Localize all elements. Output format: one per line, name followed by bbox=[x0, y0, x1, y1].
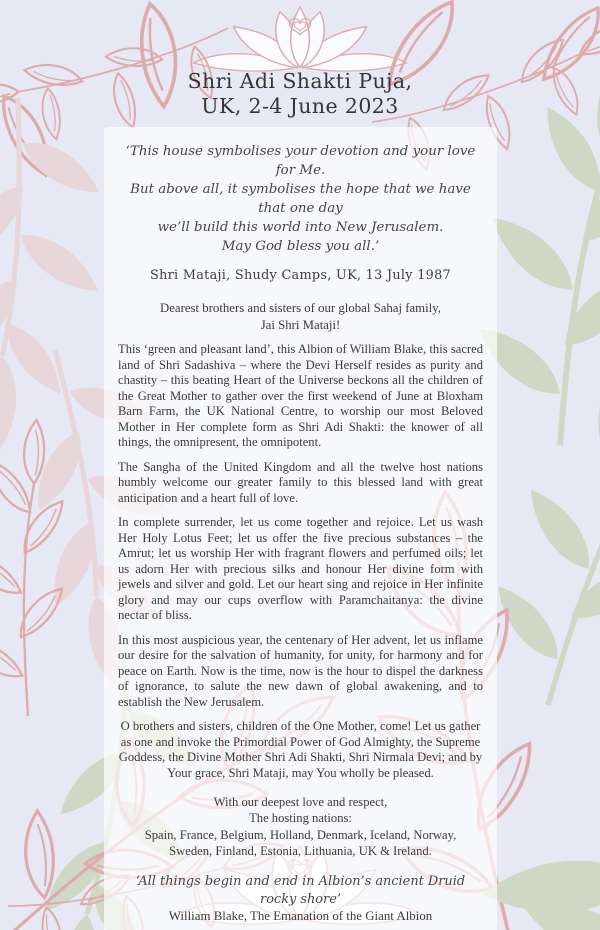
greeting-line-2: Jai Shri Mataji! bbox=[260, 317, 341, 332]
quote-line: May God bless you all.’ bbox=[221, 239, 380, 255]
closing-line: The hosting nations: bbox=[249, 811, 352, 826]
paragraph: In this most auspicious year, the centenary of Her advent, let us inflame our desire for the salvation of humanity, for unity, for harmony and for peace on Earth. Now is the time, now is the hour to dispel the darkness of ignorance, to salute the new dawn of global awakening, and to establish the New Jerusalem. bbox=[118, 632, 483, 709]
quote-line: we’ll build this world into New Jerusalem. bbox=[157, 220, 444, 236]
paragraph: This ‘green and pleasant land’, this Albion of William Blake, this sacred land of Shri Sadashiva – where the Devi Herself resides as purity and chastity – this beating Heart of the Universe beckons all the children of the Great Mother to gather over the first weekend of June at Bloxham Barn Farm, the UK National Centre, to worship our most Beloved Mother in Her complete form as Shri Adi Shakti: the knower of all things, the omnipresent, the omnipotent. bbox=[118, 342, 483, 450]
title-line-1: Shri Adi Shakti Puja, bbox=[187, 69, 413, 93]
closing-line: Spain, France, Belgium, Holland, Denmark, Iceland, Norway, bbox=[144, 827, 457, 842]
footer-quote bbox=[118, 873, 483, 925]
letter-closing bbox=[118, 794, 483, 859]
call-paragraph: O brothers and sisters, children of the One Mother, come! Let us gather as one and invoke the Primordial Power of God Almighty, the Supreme Goddess, the Divine Mother Shri Adi Shakti, Shri Nirmala Devi; and by Your grace, Shri Mataji, may You wholly be pleased. bbox=[118, 719, 483, 780]
paragraph: The Sangha of the United Kingdom and all the twelve host nations humbly welcome our greater family to this blessed land with great anticipation and a heart full of love. bbox=[118, 459, 483, 505]
greeting-line-1: Dearest brothers and sisters of our global Sahaj family, bbox=[160, 301, 441, 316]
letter-panel bbox=[104, 127, 497, 930]
letter-body bbox=[118, 342, 483, 781]
letter-greeting bbox=[118, 300, 483, 333]
title-line-2: UK, 2-4 June 2023 bbox=[201, 94, 399, 118]
closing-line: With our deepest love and respect, bbox=[213, 795, 388, 810]
lotus-top-icon bbox=[194, 7, 407, 71]
paragraph: In complete surrender, let us come together and rejoice. Let us wash Her Holy Lotus Feet; let us offer the five precious substances – the Amrut; let us worship Her with fragrant flowers and perfumed oils; let us adorn Her with precious silks and honour Her divine form with jewels and silver and gold. Let our heart sing and rejoice in Her infinite glory and may our cups overflow with Paramchaitanya: the divine nectar of bliss. bbox=[118, 515, 483, 623]
footer-quote-text: ‘All things begin and end in Albion’s ancient Druid rocky shore’ bbox=[135, 874, 466, 907]
footer-quote-attribution: William Blake, The Emanation of the Giant Albion bbox=[168, 909, 433, 924]
page-title bbox=[0, 69, 600, 119]
quote-line: But above all, it symbolises the hope that we have that one day bbox=[130, 182, 471, 217]
quote-attribution: Shri Mataji, Shudy Camps, UK, 13 July 1987 bbox=[150, 268, 451, 284]
opening-quote bbox=[118, 142, 483, 256]
closing-line: Sweden, Finland, Estonia, Lithuania, UK & Ireland. bbox=[169, 844, 432, 859]
quote-line: ‘This house symbolises your devotion and your love for Me. bbox=[125, 144, 476, 179]
